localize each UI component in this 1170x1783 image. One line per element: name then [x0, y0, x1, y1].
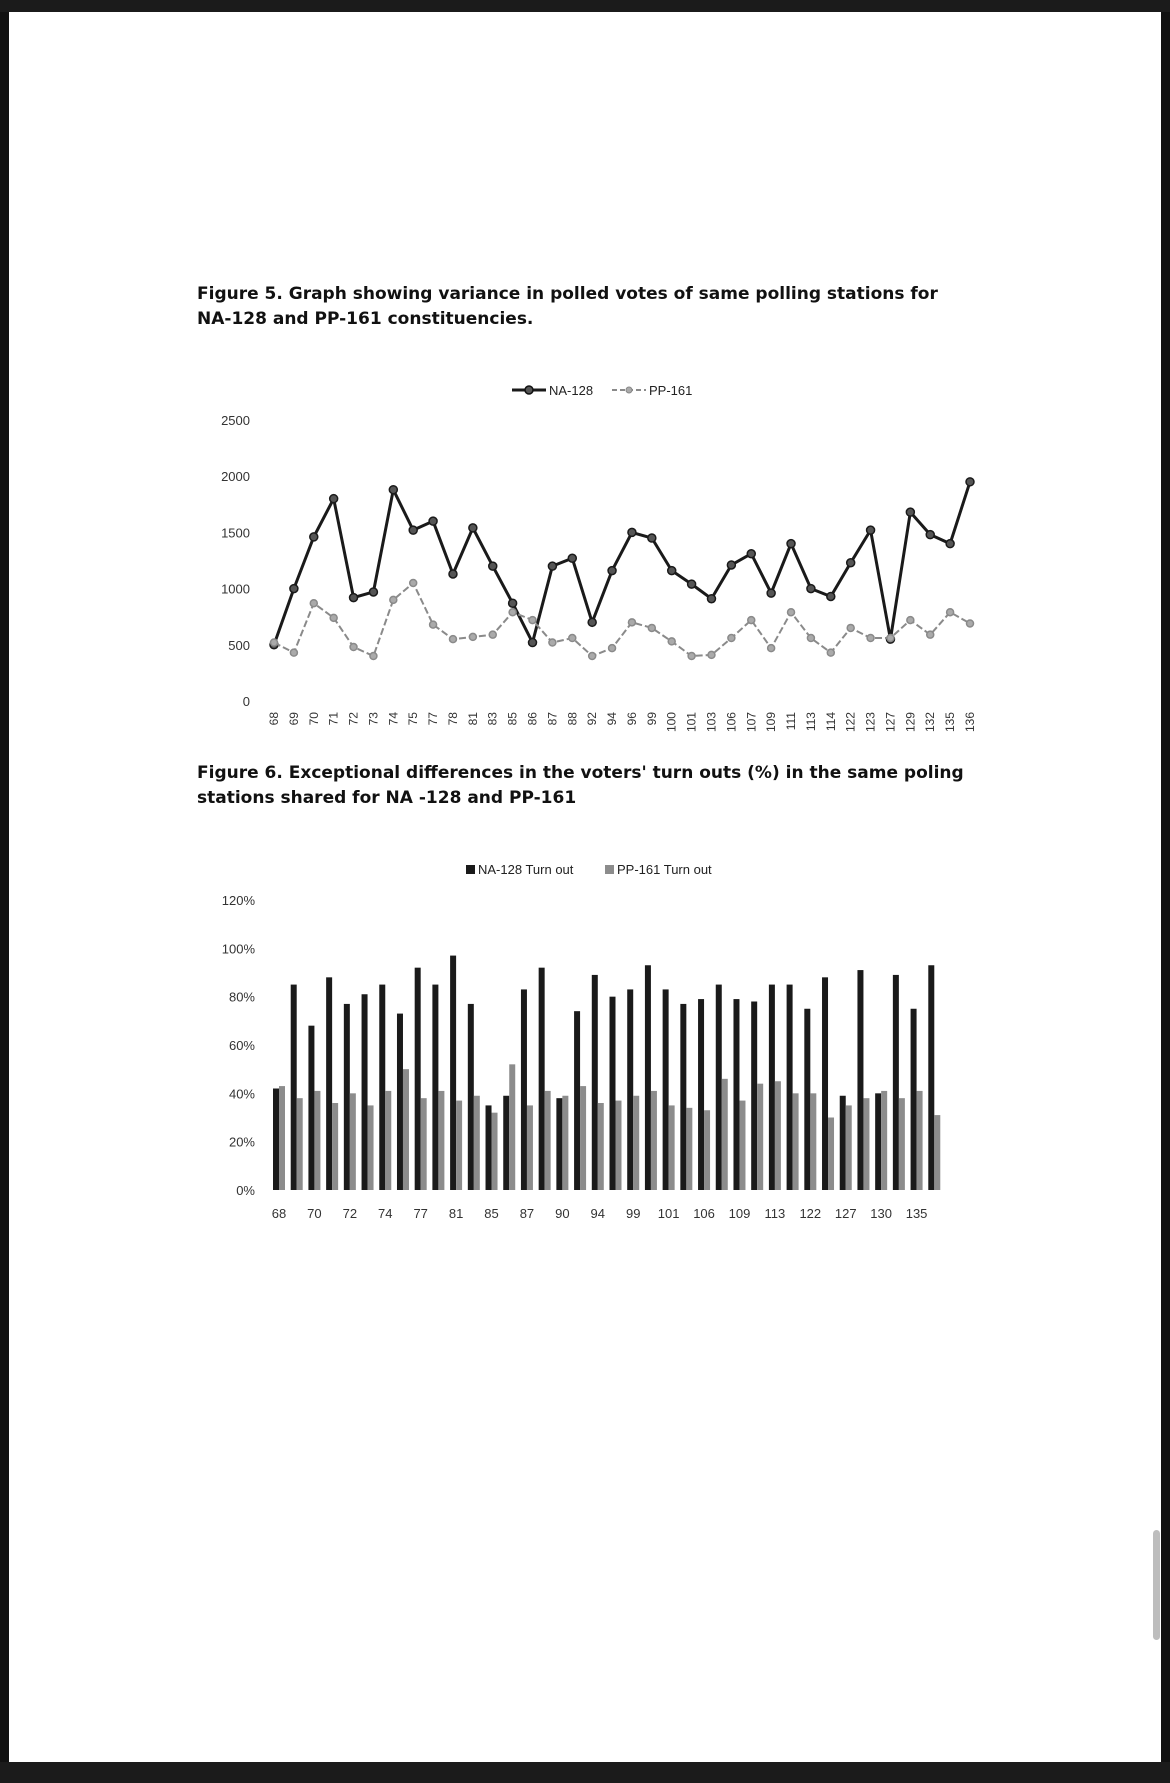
x-tick-label: 123 — [863, 712, 878, 733]
x-tick-label: 111 — [784, 712, 799, 731]
x-tick-label: 81 — [448, 1206, 464, 1221]
bar-pp161-turnout — [350, 1093, 356, 1190]
bar-pp161-turnout — [332, 1103, 338, 1190]
x-tick-label: 122 — [843, 712, 858, 733]
bar-na128-turnout — [432, 985, 438, 1190]
bar-pp161-turnout — [403, 1069, 409, 1190]
x-tick-label: 94 — [605, 712, 620, 726]
x-tick-label: 90 — [555, 1206, 570, 1221]
bar-na128-turnout — [521, 989, 527, 1190]
bar-na128-turnout — [627, 989, 633, 1190]
bar-na128-turnout — [680, 1004, 686, 1190]
bar-na128-turnout — [663, 989, 669, 1190]
y-tick-label: 500 — [228, 637, 250, 653]
x-tick-label: 73 — [366, 712, 381, 726]
x-tick-label: 69 — [286, 712, 301, 726]
bar-pp161-turnout — [314, 1091, 320, 1190]
bar-pp161-turnout — [917, 1091, 923, 1190]
bar-pp161-turnout — [580, 1086, 586, 1190]
x-tick-label: 130 — [870, 1206, 893, 1221]
x-tick-label: 103 — [704, 712, 719, 733]
x-tick-label: 109 — [764, 712, 779, 733]
y-tick-label: 80% — [228, 989, 255, 1005]
x-tick-label: 99 — [644, 712, 659, 726]
bar-pp161-turnout — [881, 1091, 887, 1190]
bar-na128-turnout — [751, 1002, 757, 1191]
bar-pp161-turnout — [899, 1098, 905, 1190]
x-tick-label: 85 — [484, 1206, 499, 1221]
legend-swatch-na128 — [466, 865, 475, 874]
bar-na128-turnout — [273, 1089, 279, 1191]
bar-na128-turnout — [539, 968, 545, 1190]
bar-pp161-turnout — [651, 1091, 657, 1190]
x-tick-label: 72 — [346, 712, 361, 726]
bar-na128-turnout — [857, 970, 863, 1190]
x-tick-label: 88 — [565, 712, 580, 726]
y-tick-label: 2000 — [221, 469, 250, 485]
bar-na128-turnout — [308, 1026, 314, 1190]
bar-pp161-turnout — [633, 1096, 639, 1190]
x-tick-label: 99 — [625, 1206, 641, 1221]
x-tick-label: 74 — [386, 712, 401, 726]
bar-na128-turnout — [645, 965, 651, 1190]
bar-pp161-turnout — [616, 1101, 622, 1190]
legend-label-pp161: PP-161 — [649, 383, 693, 398]
bar-pp161-turnout — [704, 1110, 710, 1190]
x-tick-label: 87 — [545, 712, 560, 726]
x-tick-label: 113 — [764, 1206, 786, 1221]
legend-swatch-pp161 — [605, 865, 614, 874]
bar-na128-turnout — [928, 965, 934, 1190]
bar-pp161-turnout — [456, 1101, 462, 1190]
x-tick-label: 70 — [306, 712, 321, 726]
x-tick-label: 86 — [525, 712, 540, 726]
y-tick-label: 1000 — [221, 581, 250, 597]
bar-pp161-turnout — [793, 1093, 799, 1190]
bar-pp161-turnout — [527, 1105, 533, 1190]
bar-na128-turnout — [893, 975, 899, 1190]
y-tick-label: 60% — [228, 1038, 255, 1053]
x-tick-label: 106 — [724, 712, 739, 733]
bar-pp161-turnout — [297, 1098, 303, 1190]
x-tick-label: 107 — [744, 712, 759, 733]
bar-na128-turnout — [592, 975, 598, 1190]
bar-na128-turnout — [379, 985, 385, 1190]
x-tick-label: 74 — [378, 1206, 393, 1221]
x-tick-label: 109 — [728, 1206, 751, 1221]
bar-pp161-turnout — [438, 1091, 444, 1190]
y-tick-label: 1500 — [221, 525, 250, 541]
bottom-window-bar — [0, 1762, 1170, 1783]
bar-pp161-turnout — [492, 1113, 498, 1190]
y-tick-label: 0 — [242, 694, 250, 709]
bar-pp161-turnout — [562, 1096, 568, 1190]
x-tick-label: 72 — [342, 1206, 358, 1221]
bar-na128-turnout — [326, 977, 332, 1190]
bar-pp161-turnout — [686, 1108, 692, 1190]
bar-na128-turnout — [911, 1009, 917, 1190]
bar-na128-turnout — [397, 1014, 403, 1190]
bar-na128-turnout — [822, 977, 828, 1190]
bar-na128-turnout — [486, 1105, 492, 1190]
legend-label-na128: NA-128 — [549, 383, 594, 398]
bar-pp161-turnout — [934, 1115, 940, 1190]
bar-pp161-turnout — [828, 1118, 834, 1191]
legend-label-na128-turnout: NA-128 Turn out — [478, 862, 574, 877]
y-tick-label: 0% — [236, 1183, 255, 1198]
bar-pp161-turnout — [739, 1101, 745, 1190]
bar-pp161-turnout — [279, 1086, 285, 1190]
y-tick-label: 40% — [228, 1086, 255, 1102]
bar-na128-turnout — [415, 968, 421, 1190]
bar-pp161-turnout — [385, 1091, 391, 1190]
x-tick-label: 71 — [326, 712, 341, 726]
bar-na128-turnout — [716, 985, 722, 1190]
x-tick-label: 106 — [693, 1206, 715, 1221]
x-tick-label: 75 — [406, 712, 421, 726]
x-tick-label: 101 — [657, 1206, 680, 1221]
x-tick-label: 83 — [485, 712, 500, 726]
bar-pp161-turnout — [509, 1064, 515, 1190]
x-tick-label: 68 — [271, 1206, 287, 1221]
bar-pp161-turnout — [669, 1105, 675, 1190]
bar-na128-turnout — [769, 985, 775, 1190]
bar-na128-turnout — [468, 1004, 474, 1190]
bar-na128-turnout — [291, 985, 297, 1190]
bar-pp161-turnout — [810, 1093, 816, 1190]
bar-na128-turnout — [840, 1096, 846, 1190]
vertical-scrollbar-thumb[interactable] — [1153, 1530, 1160, 1640]
figure-6-title: Figure 6. Exceptional differences in the voters' turn outs (%) in the same poling stations shared for NA -128 and PP-161 — [197, 763, 964, 808]
x-tick-label: 122 — [799, 1206, 822, 1221]
x-tick-label: 78 — [445, 712, 460, 726]
bar-pp161-turnout — [421, 1098, 427, 1190]
figure-5-title: Figure 5. Graph showing variance in polled votes of same polling stations for NA-128 and PP-161 constituencies. — [197, 284, 938, 329]
bar-na128-turnout — [362, 994, 368, 1190]
x-tick-label: 77 — [426, 712, 441, 726]
bar-na128-turnout — [875, 1093, 881, 1190]
bar-na128-turnout — [733, 999, 739, 1190]
bar-na128-turnout — [344, 1004, 350, 1190]
x-tick-label: 70 — [307, 1206, 322, 1221]
x-tick-label: 87 — [519, 1206, 535, 1221]
x-tick-label: 114 — [823, 712, 838, 732]
x-tick-label: 135 — [905, 1206, 928, 1221]
y-tick-label: 2500 — [221, 413, 250, 428]
y-tick-label: 20% — [228, 1134, 255, 1150]
x-tick-label: 113 — [803, 712, 818, 732]
x-tick-label: 135 — [943, 712, 958, 733]
x-tick-label: 127 — [883, 712, 898, 733]
x-tick-label: 77 — [413, 1206, 428, 1221]
y-tick-label: 120% — [221, 893, 255, 908]
bar-pp161-turnout — [545, 1091, 551, 1190]
bar-pp161-turnout — [722, 1079, 728, 1190]
x-tick-label: 127 — [834, 1206, 857, 1221]
bar-pp161-turnout — [757, 1084, 763, 1190]
x-tick-label: 94 — [590, 1206, 606, 1221]
bar-na128-turnout — [450, 956, 456, 1190]
bar-pp161-turnout — [474, 1096, 480, 1190]
bar-na128-turnout — [610, 997, 616, 1190]
bar-pp161-turnout — [775, 1081, 781, 1190]
bar-pp161-turnout — [368, 1105, 374, 1190]
x-tick-label: 81 — [465, 712, 480, 726]
x-tick-label: 92 — [585, 712, 600, 726]
y-tick-label: 100% — [221, 941, 255, 957]
x-tick-label: 68 — [267, 712, 281, 726]
bar-na128-turnout — [556, 1098, 562, 1190]
bar-pp161-turnout — [598, 1103, 604, 1190]
x-tick-label: 136 — [963, 712, 977, 733]
bar-na128-turnout — [698, 999, 704, 1190]
bar-pp161-turnout — [863, 1098, 869, 1190]
bar-na128-turnout — [503, 1096, 509, 1190]
legend-label-pp161-turnout: PP-161 Turn out — [617, 862, 712, 877]
x-tick-label: 129 — [903, 712, 918, 733]
bar-pp161-turnout — [846, 1105, 852, 1190]
x-tick-label: 85 — [505, 712, 520, 726]
bar-na128-turnout — [804, 1009, 810, 1190]
x-tick-label: 96 — [624, 712, 639, 726]
x-tick-label: 132 — [923, 712, 938, 733]
x-tick-label: 101 — [684, 712, 699, 733]
x-tick-label: 100 — [664, 712, 679, 733]
bar-na128-turnout — [787, 985, 793, 1190]
bar-na128-turnout — [574, 1011, 580, 1190]
